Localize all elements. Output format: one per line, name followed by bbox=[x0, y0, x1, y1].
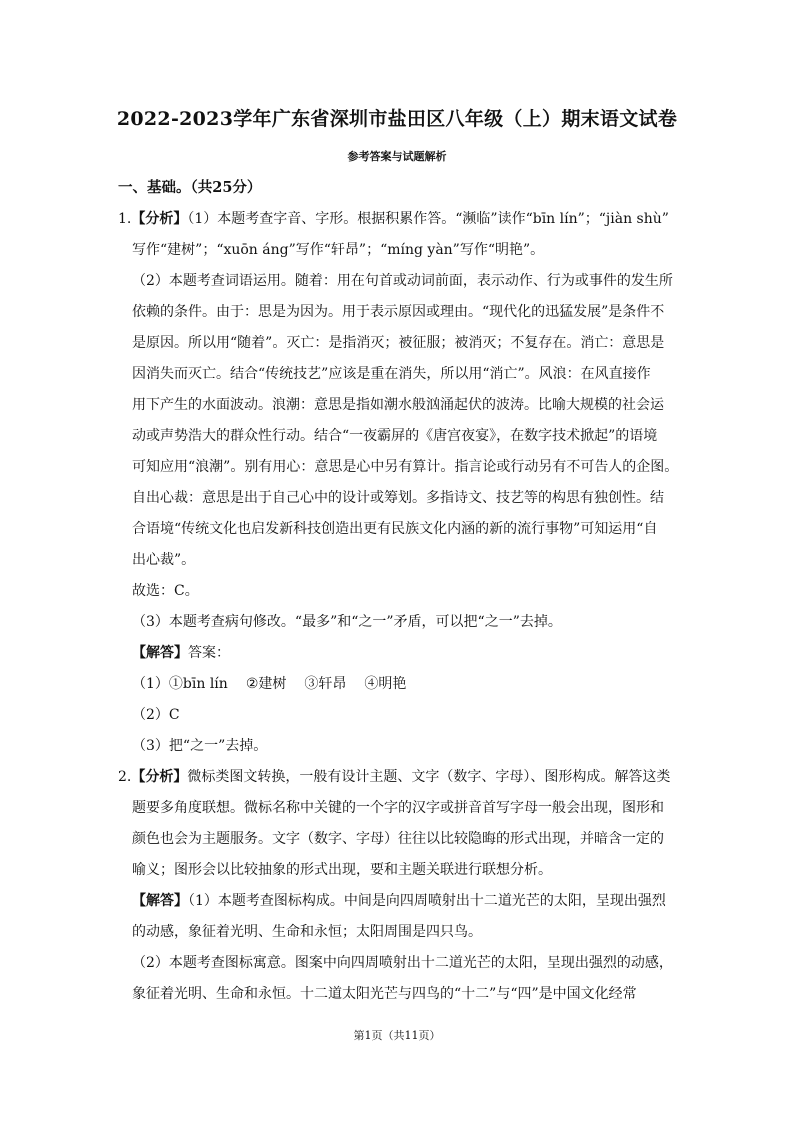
q1-p2-line: 合语境“传统文化也启发新科技创造出更有民族文化内涵的新的流行事物”可知运用“自 bbox=[132, 521, 658, 537]
q1-p2-line: （2）本题考查词语运用。随着：用在句首或动词前面，表示动作、行为或事件的发生所 bbox=[132, 273, 673, 289]
q1-answer-1-item: ④明艳 bbox=[364, 676, 407, 692]
q2-analysis-line: 颜色也会为主题服务。文字（数字、字母）往往以比较隐晦的形式出现，并暗含一定的 bbox=[132, 831, 664, 847]
q1-line-1 bbox=[118, 204, 688, 235]
q1-p2-line: 可知应用“浪潮”。别有用心：意思是心中另有算计。指言论或行动另有不可告人的企图。 bbox=[132, 459, 679, 475]
q1-answer-label: 答案： bbox=[188, 645, 230, 661]
q1-p2-line: 出心裁”。 bbox=[132, 552, 196, 568]
q2-analysis-line: 喻义；图形会以比较抽象的形式出现，要和主题关联进行联想分析。 bbox=[132, 862, 552, 878]
q2-answer-line-1 bbox=[118, 886, 688, 917]
q1-answer-2: （2）C bbox=[132, 707, 180, 723]
q1-p2-line: 自出心裁：意思是出于自己心中的设计或筹划。多指诗文、技艺等的构思有独创性。结 bbox=[132, 490, 664, 506]
q1-analysis-text: （1）本题考查字音、字形。根据积累作答。“濒临”读作“bīn lín”；“jiàn shù” bbox=[187, 211, 669, 227]
q2-line-1 bbox=[118, 762, 688, 793]
q2-analysis-line: 题要多角度联想。微标名称中关键的一个字的汉字或拼音首写字母一般会出现，图形和 bbox=[132, 800, 664, 816]
q1-number: 1. bbox=[118, 211, 132, 227]
q2-answer-tag: 【解答】 bbox=[132, 893, 188, 909]
page-subtitle: 参考答案与试题解析 bbox=[347, 150, 447, 163]
q2-answer-line: 的动感，象征着光明、生命和永恒；太阳周围是四只鸟。 bbox=[132, 924, 482, 940]
q1-answer-1-item: ③轩昂 bbox=[304, 676, 347, 692]
q1-analysis-tag: 【分析】 bbox=[131, 211, 188, 227]
q1-p2-line: 依赖的条件。由于：思是为因为。用于表示原因或理由。“现代化的迅猛发展”是条件不 bbox=[132, 304, 665, 320]
page-footer: 第1页（共11页） bbox=[353, 1029, 441, 1042]
q1-answer-tag: 【解答】 bbox=[132, 645, 188, 661]
q2-p2-line: （2）本题考查图标寓意。图案中向四周喷射出十二道光芒的太阳，呈现出强烈的动感， bbox=[132, 955, 673, 971]
q2-answer-text: （1）本题考查图标构成。中间是向四周喷射出十二道光芒的太阳，呈现出强烈 bbox=[188, 893, 666, 909]
answer-body bbox=[118, 204, 688, 1010]
section-heading: 一、基础。（共25分） bbox=[118, 179, 262, 196]
q1-answer-1-prefix: （1） bbox=[132, 676, 169, 692]
q1-answer-1 bbox=[118, 669, 688, 700]
page-title: 2022-2023学年广东省深圳市盐田区八年级（上）期末语文试卷 bbox=[116, 108, 678, 130]
q1-line-2: 写作“建树”；“xuōn áng”写作“轩昂”；“míng yàn”写作“明艳”。 bbox=[132, 242, 545, 258]
q1-answer-heading bbox=[118, 638, 688, 669]
q1-p2-line: 因消失而灭亡。结合“传统技艺”应该是重在消失，所以用“消亡”。风浪：在风直接作 bbox=[132, 366, 651, 382]
q1-answer-1-item: ②建树 bbox=[245, 676, 287, 692]
q1-p2-line: 动或声势浩大的群众性行动。结合“一夜霸屏的《唐宫夜宴》，在数字技术掀起”的语境 bbox=[132, 428, 658, 444]
q1-answer-1-item: ①bīn lín bbox=[168, 676, 228, 692]
q1-answer-3: （3）把“之一”去掉。 bbox=[132, 738, 268, 754]
q1-p2-line: 是原因。所以用“随着”。灭亡：是指消灭；被征服；被消灭；不复存在。消亡：意思是 bbox=[132, 335, 665, 351]
q1-choice: 故选：C。 bbox=[132, 583, 199, 599]
q2-number: 2. bbox=[118, 769, 132, 785]
q2-analysis-tag: 【分析】 bbox=[131, 769, 188, 785]
q2-p2-line: 象征着光明、生命和永恒。十二道太阳光芒与四鸟的“十二”与“四”是中国文化经常 bbox=[132, 986, 637, 1002]
q2-analysis-text: 微标类图文转换，一般有设计主题、文字（数字、字母）、图形构成。解答这类 bbox=[187, 769, 671, 785]
q1-p3: （3）本题考查病句修改。“最多”和“之一”矛盾，可以把“之一”去掉。 bbox=[132, 614, 562, 630]
q1-p2-line: 用下产生的水面波动。浪潮：意思是指如潮水般汹涌起伏的波涛。比喻大规模的社会运 bbox=[132, 397, 664, 413]
